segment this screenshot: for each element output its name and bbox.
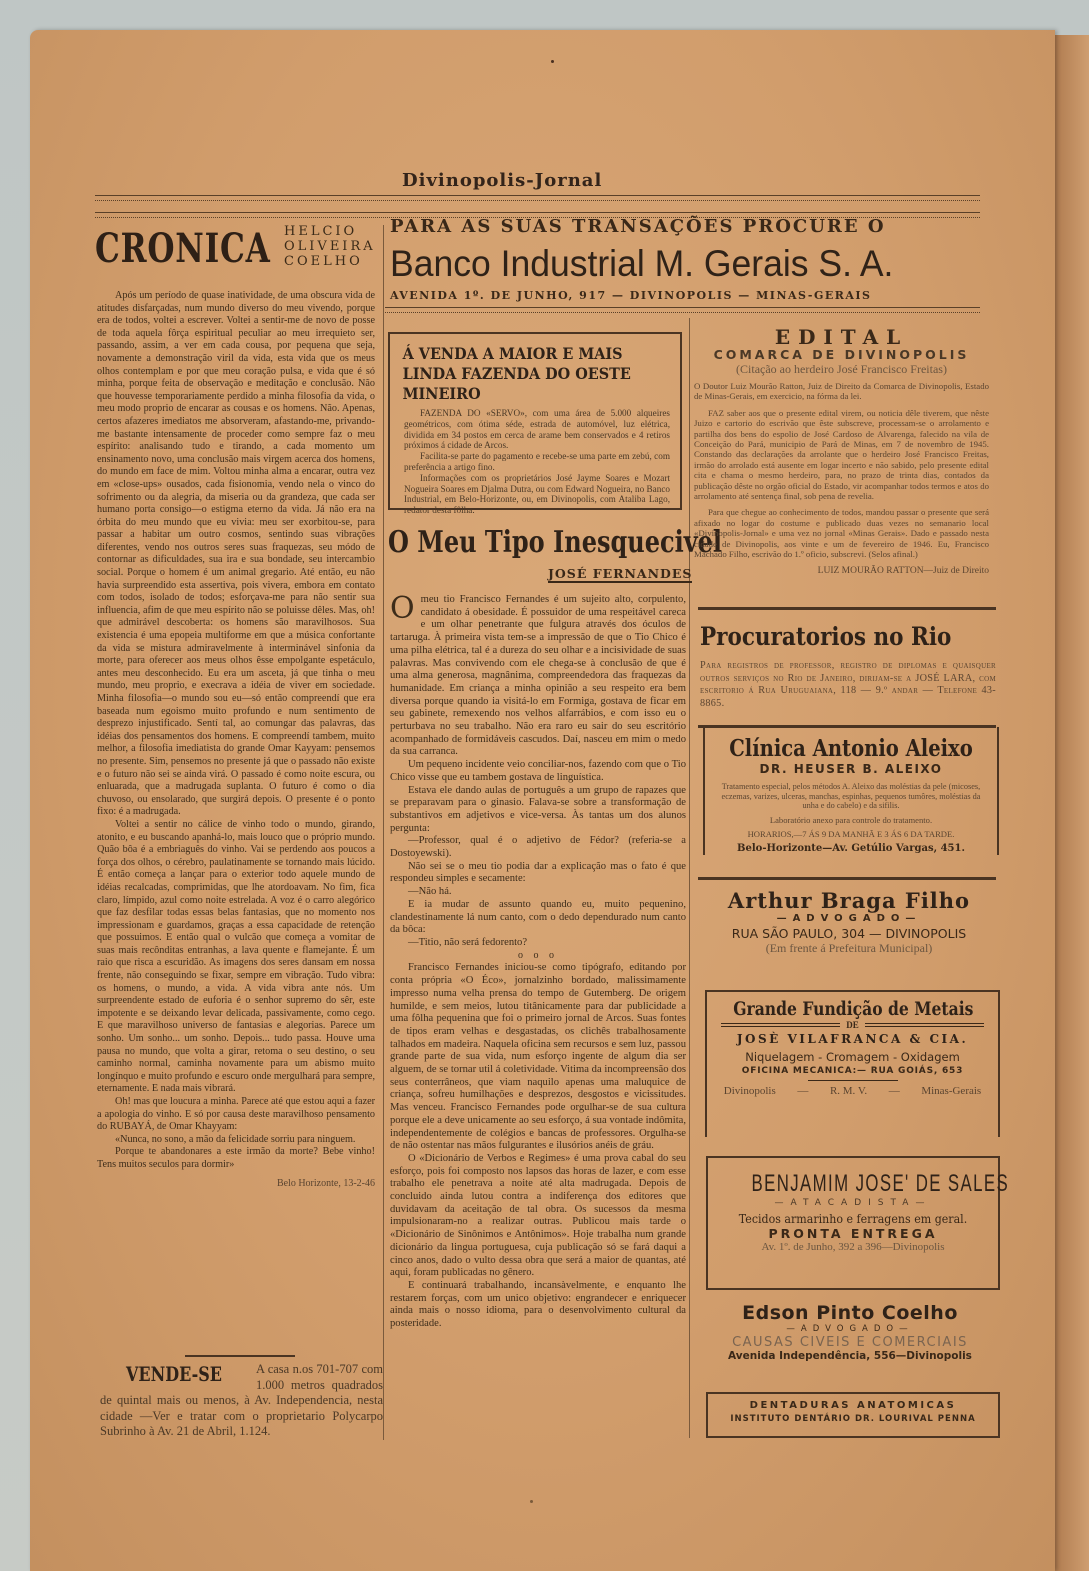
edital-paragraph: Para que chegue ao conhecimento de todos, mandou passar o presente que será afixado no logar do costume e publicado duas vezes no semanario local «Divinopolis-Jornal» e uma vez no jornal «Minas Gerais». Dado e passado nesta cidade de Divinopolis, aos vinte e um de fevereiro de 1946. Eu, Francisco Machado Filho, escrivão do 1.º oficio, subscrevi. (Selos afinal.) <box>694 507 989 560</box>
column-divider <box>383 225 384 1440</box>
fundicao-workshop: OFICINA MECANICA:— RUA GOIÁS, 653 <box>741 1066 964 1076</box>
banco-tagline: PARA AS SUAS TRANSAÇÕES PROCURE O <box>390 216 886 237</box>
edson-address: Avenida Independência, 556—Divinopolis <box>728 1350 972 1362</box>
article-paragraph: —Titio, não será fedorento? <box>408 936 528 948</box>
clinica-lab: Laboratório anexo para controle do tratamento. <box>769 814 933 825</box>
clinica-doctor: DR. HEUSER B. ALEIXO <box>759 762 943 776</box>
cronica-paragraph: Após um período de quase inatividade, de uma obscura vida de atitudes disfarçadas, num mundo diverso do meu vivendo, porque era de todos, voltei a escrever. Voltei a sentir-me de novo de posse de toda aquela fôrça espiritual peculiar ao meu irrequieto ser, passando, assim, a ver em cada cousa, por pequena que seja, novamente a demonstração viril da vida, esta vida que os meus olhos contemplam e por que meu coração pulsa, e vida que é só minha, porque feita de observação e meditação e conclusão. Não que houvesse temporariamente perdido a minha filosofia da vida, o meu modo proprio de encarar as cousas e os homens. Não. Apenas, certos afazeres imediatos me absorveram, afastando-me, privando-me bastante intensamente de proceder como sempre faz o meu espírito: analisando tudo e tirando, a cada momento um ensinamento novo, uma conclusão mais virgem acerca dos homens, do mundo em face de mim. Voltou minha alma a encarar, outra vez em «close-ups» ousados, cada fisionomia, vendo nela o vinco do sofrimento ou da alegria, da miseria ou da grandeza, que cada ser humano porta consigo—o estigma eterno da vida. Já não era na órbita do meu mundo que eu vivia: meu ser exorbitou-se, para passar a habitar um outro cosmos, sentindo suas vibrações diferentes, vendo nos outros seres suas fraquezas, seu módo de contornar as dificuldades, sua ira e sua bondade, seu intercambio social. Porque o homem é um animal gregario. Até então, eu não havia surpreendido esta assertiva, pois vivera, embora em contato com todos, isolado de todos; esforçava-me para não sentir sua influencia, afim de que meu espírito não se poluisse dêles. Mas, oh! que admirável descoberta: os homens são maravilhosos. Sua existencia é uma epopeia multiforme em que a música confortante da vida se mistura admiravelmente à interminável sinfonia da morte, para oferecer aos meus olhos êsse empolgante espetáculo, antes meu desconhecido. Eu era um asceta, já que tinha o meu mundo, meu proprio, e execrava a idéia de viver em sociedade. Minha filosofia—o mundo sou eu—só então compreendí que era baseada num egoismo muito profundo e num sentimento de desprezo injustificado. Sentí tal, ao comungar das palavras, das idéias dos pensamentos dos homens. E compreendí tambem, muito melhor, a filosofia imediatista do grande Omar Kayyam: pensemos no presente. Sim, pensemos no presente já que o passado não existe e o futuro não sei se ainda virá. O passado é como noite escura, ou enluarada, que a madrugada suplanta. O futuro é como o dia chuvoso, ou ensolarado, que surgirá depois. O presente é o ponto fixo: é a madrugada. <box>97 290 375 818</box>
ink-spot <box>530 1500 533 1503</box>
location-part: R. M. V. <box>829 1085 868 1097</box>
section-rule <box>698 607 996 610</box>
fazenda-text <box>390 408 680 516</box>
fazenda-paragraph: Facilita-se parte do pagamento e recebe-se uma parte em zebú, com preferência a artigo fino. <box>404 451 670 472</box>
article-author: JOSÉ FERNANDES <box>548 566 693 581</box>
rule <box>865 1023 984 1027</box>
fundicao-de-row <box>707 1020 998 1030</box>
clinica-ad <box>703 727 999 855</box>
banco-address: AVENIDA 1º. DE JUNHO, 917 — DIVINOPOLIS — MINAS-GERAIS <box>390 289 872 302</box>
arthur-ad <box>700 888 998 956</box>
clinica-hours: HORARIOS,—7 ÁS 9 DA MANHÃ E 3 ÁS 6 DA TARDE. <box>747 828 955 839</box>
fazenda-paragraph: Informações com os proprietários José Jayme Soares e Mozart Nogueira Soares em Djalma Dutra, ou com Edward Nogueira, no Banco Industrial, em Belo-Horizonte, ou, em Divinopolis, com Ataliba Lago, redator desta fôlha. <box>404 472 670 516</box>
cronica-paragraph: Oh! mas que loucura a minha. Parece até que estou aqui a fazer a apologia do vinho. E só por causa deste maravilhoso pensamento do RUBAYÁ, de Omar Khayyam: <box>97 1096 375 1133</box>
edson-name: Edson Pinto Coelho <box>742 1302 958 1324</box>
benjamim-role: —ATACADISTA— <box>774 1198 932 1208</box>
article-first-text: meu tio Francisco Fernandes é um sujeito alto, corpulento, candidato á obesidade. É possuidor de uma respeitável careca e um olhar penetrante que fulgura através dos óculos de tartaruga. À primeira vista tem-se a impressão de que o Tio Chico é uma pilha elétrica, tal é a dureza do seu olhar e a incisividade de suas palavras. Mas convivendo com ele chega-se à conclusão de que é uma alma generosa, magnânima, compreendedora das fraquezas da humanidade. Em criança a minha opinião a seu respeito era bem diversa porque quando ia visitá-lo em Formiga, gostava de ficar em seu gabinete, remexendo nos velhos alfarrábios, e com isso eu o perturbava no seu trabalho. Não era raro eu sair do seu escritório acompanhado de formidáveis cascudos. Daí, nasceu em mim o medo da sua carranca. <box>390 594 686 758</box>
edson-role: —ADVOGADO— <box>786 1324 914 1334</box>
cronica-place-date: Belo Horizonte, 13-2-46 <box>276 1177 375 1189</box>
edital-intro: O Doutor Luiz Mourão Ratton, Juiz de Direito da Comarca de Divinopolis, Estado de Minas-Gerais, em exercicio, na fórma da lei. <box>694 381 989 402</box>
fazenda-title: Á VENDA A MAIOR E MAIS LINDA FAZENDA DO OESTE MINEIRO <box>402 344 631 403</box>
banco-rule <box>385 307 980 313</box>
masthead: Divinopolis-Jornal <box>402 170 603 191</box>
article-paragraph: Não sei se o meu tio podia dar a explicação mas o fato é que respondeu simples e secamente: <box>390 860 686 885</box>
dentaduras-ad <box>706 1392 1000 1438</box>
fundicao-services: Niquelagem - Cromagem - Oxidagem <box>745 1050 960 1064</box>
vende-se-label: VENDE-SE <box>126 1362 222 1386</box>
author-line: HELCIO <box>284 224 358 239</box>
benjamim-delivery: PRONTA ENTREGA <box>768 1226 938 1241</box>
article-title: O Meu Tipo Inesquecivel <box>388 525 723 560</box>
article-paragraph: —Professor, qual é o adjetivo de Fédor? (referia-se a Dostoyewski). <box>390 835 686 860</box>
location-part: Minas-Gerais <box>921 1085 982 1097</box>
fundicao-ad <box>705 990 1000 1137</box>
edital-citation: (Citação ao herdeiro José Francisco Freitas) <box>736 362 947 376</box>
benjamim-name: BENJAMIM JOSE' DE SALES <box>751 1170 1010 1197</box>
article-body <box>390 591 686 1331</box>
author-line: COELHO <box>284 254 363 269</box>
benjamim-address: Av. 1º. de Junho, 392 a 396—Divinopolis <box>761 1241 945 1253</box>
article-paragraph: —Não há. <box>408 886 452 898</box>
article-paragraph: Estava ele dando aulas de português a um grupo de rapazes que se preparavam para o ginasio. Falava-se sobre a transformação de substantivos em adjetivos e vice-versa. Às tantas um dos alunos pergunta: <box>390 784 686 834</box>
cronica-title: CRONICA <box>95 225 271 272</box>
section-rule <box>698 877 996 880</box>
benjamim-goods: Tecidos armarinho e ferragens em geral. <box>738 1212 968 1226</box>
edson-causes: CAUSAS CIVEIS E COMERCIAIS <box>732 1335 968 1350</box>
cronica-body <box>97 290 375 1190</box>
edital-subtitle: COMARCA DE DIVINOPOLIS <box>713 347 970 362</box>
edital-paragraph: FAZ saber aos que o presente edital virem, ou noticia dêle tiverem, que nêste Juizo e cartorio do escrivão que êste subscreve, processam-se o arrolamento e partilha dos bens do espolio de José Cardoso de Alvarenga, falecido na vila de Conceição do Pará, municipio de Pará de Minas, em 7 de novembro de 1945. Constando das declarações da arrolante que o herdeiro José Francisco Freitas, irmão do arrolado está ausente em logar incerto e não sabido, pelo presente edital cita e chama o mesmo herdeiro, para, no prazo de trinta dias, contados da publicação dêste no orgão oficial do Estado, vir acompanhar todos termos e atos do arrolamento até sentença final, sob pena de revelia. <box>694 407 989 502</box>
edital-title: EDITAL <box>774 325 909 349</box>
dentaduras-line2: INSTITUTO DENTÁRIO DR. LOURIVAL PENNA <box>730 1414 976 1424</box>
adjacent-page-edge <box>1055 35 1089 1571</box>
column-divider <box>689 318 690 1438</box>
arthur-address: RUA SÃO PAULO, 304 — DIVINOPOLIS <box>731 926 967 941</box>
article-paragraph <box>390 591 686 759</box>
fundicao-location <box>707 1085 998 1097</box>
rule <box>721 1023 840 1027</box>
fundicao-de: DE <box>846 1020 859 1030</box>
location-part: Divinopolis <box>723 1085 776 1097</box>
cronica-paragraph: Voltei a sentir no cálice de vinho todo o mundo, girando, atonito, e eu buscando apanhá-lo, mais louco que o próprio mundo. Quão bôa é a embriaguês do vinho. Vai se perdendo aos poucos a força dos olhos, o cérebro, paulatinamente se tornando mais lúcido. É então começa a lançar para o exterior todo aquele mundo de idéias recalcadas, comprimidas, que lhe atordoavam. No fim, fica claro, límpido, azul como noite estrelada. A voz é o carro alegórico que faz desfilar todas essas belas fantasias, que no momento nos impressionam e guardamos, graças a essa capacidade de retenção que possuimos. E então qual o vulcão que começa a vomitar de suas mais recônditas entranhas, a lava quente e flamejante. É um raio que risca a escuridão. As imagens dos seres dansam em nossa frente, não conseguindo se fixar, sempre em vibração. Tudo vibra: os homens, o mundo, a vida. A vida vibra ante nós. Um surpreendente estado de euforia é o senhor supremo do sêr, este impotente e se deixando levar delicada, passivamente, como cego. E que maravilhoso universo de fantasias e alegorias. Parece um sonho. Um sonho... um sonho. Depois... tudo passa. Houve uma pausa no mundo, que volta a girar, retoma o seu destino, o seu caminho normal, caminha novamente para um abismo muito longínquo e muito profundo e escuro onde mergulhará para sempre, eternamente. E nada mais vibrará. <box>97 818 375 1095</box>
staple-mark <box>551 60 554 63</box>
section-separator: o o o <box>518 949 558 961</box>
edital-notice <box>694 325 989 576</box>
fazenda-ad <box>388 332 682 516</box>
edson-ad <box>700 1302 1000 1362</box>
arthur-name: Arthur Braga Filho <box>727 888 971 913</box>
arthur-note: (Em frente á Prefeitura Municipal) <box>765 941 933 955</box>
fazenda-paragraph: FAZENDA DO «SERVO», com uma área de 5.000 alqueires geométricos, com ótima séde, estrada de automóvel, luz elétrica, dividida em 34 postos em cerca de arame bem conservados e 4 retiros próximos á cidade de Arcos. <box>404 408 670 451</box>
dentaduras-line1: DENTADURAS ANATOMICAS <box>749 1400 957 1411</box>
vende-se-ad <box>100 1362 383 1440</box>
article-paragraph: O «Dicionário de Verbos e Regimes» é uma prova cabal do seu esforço, pois foi composto nos lapsos das horas de lazer, e com esse trabalho ele penetrava a noite até alta madrugada. Depois de concluido ainda lutou contra a indiferença dos editores que duvidavam da aceitação de tal obra. Os sucessos da mesma impulsionaram-no a realizar outras. Publicou mais tarde o «Dicionário de Sinônimos e Antônimos». Hoje trabalha num grande dicionário da lingua portuguesa, cuja publicação só se fará daqui a cinco anos, dado o vulto dessa obra que será a maior de quantas, até aqui, foram publicadas no gênero. <box>390 1152 686 1279</box>
article-paragraph: Um pequeno incidente veio conciliar-nos, fazendo com que o Tio Chico visse que eu tambem gostava de linguística. <box>390 759 686 783</box>
clinica-address: Belo-Horizonte—Av. Getúlio Vargas, 451. <box>737 842 965 854</box>
cronica-paragraph: «Nunca, no sono, a mão da felicidade sorriu para ninguem. <box>115 1133 356 1145</box>
benjamim-ad <box>706 1156 1010 1290</box>
article-paragraph: Francisco Fernandes iniciou-se como tipógrafo, editando por conta própria «O Éco», jornalzinho bordado, malissimamente impresso numa velha prensa do tempo de Gutemberg. De origem humilde, e sem meios, lutou titânicamente para dar publicidade a uma fôlha pequenina que foi o primeiro jornal de Arcos. Suas fontes de tipos eram velhas e desgastadas, os clichês trabalhosamente talhados em madeira. Naquela oficina sem recursos e sem luz, passou grande parte de sua vida, num esforço ingente de algum dia ser alguem, de se tornar util á coletividade. Vitima da incompreensão dos seus conterrâneos, que viam naquilo apenas uma maluquice de criança, sofreu humilhações e desprezos, desgostos e vicissitudes. Mas venceu. Francisco Fernandes pode orgulhar-se de sua cultura porque ele a deve unicamente ao seu esforço, á sua vontade indômita, independentemente de colégios e bancas de professores. Orgulha-se de não ostentar nas mãos fulgurantes e ilusórios anéis de gráu. <box>390 962 686 1152</box>
clinica-treatment: Tratamento especial, pelos métodos A. Aleixo das moléstias da pele (micoses, eczemas, varizes, ulceras, manchas, espinhas, pequenos tumôres, moléstias da unha e do cabelo) e da sifilis. <box>721 782 981 811</box>
cronica-paragraph: Porque te abandonares a este irmão da morte? Bebe vinho! Tens muitos seculos para dormir» <box>97 1146 375 1170</box>
article-paragraph: E ia mudar de assunto quando eu, muito pequenino, clandestinamente lá num canto, com o dedo dependurado num canto da bôca: <box>390 898 686 936</box>
fundicao-company: JOSÈ VILAFRANCA & CIA. <box>736 1032 969 1046</box>
clinica-title: Clínica Antonio Aleixo <box>729 735 973 762</box>
article-paragraph: E continuará trabalhando, incansàvelmente, e enquanto lhe restarem forças, com um unico objetivo: engrandecer e enriquecer ainda mais o nosso idioma, para o desenvolvimento cultural da posteridade. <box>390 1279 686 1330</box>
rule <box>808 1080 898 1081</box>
drop-cap: O <box>390 591 415 626</box>
author-line: OLIVEIRA <box>284 239 376 254</box>
vende-se-text: A casa n.os 701-707 com 1.000 metros quadrados de quintal mais ou menos, à Av. Independencia, nesta cidade —Ver e tratar com o proprietario Polycarpo Subrinho à Av. 21 de Abril, 1.124. <box>100 1362 383 1438</box>
edital-body <box>694 381 989 560</box>
fundicao-title: Grande Fundição de Metais <box>733 998 974 1020</box>
banco-name: Banco Industrial M. Gerais S. A. <box>390 243 894 284</box>
cronica-author <box>284 224 376 269</box>
masthead-rule <box>95 195 980 201</box>
edital-signature: LUIZ MOURÃO RATTON—Juiz de Direito <box>817 565 989 576</box>
arthur-role: —ADVOGADO— <box>776 913 922 924</box>
location-part: — <box>888 1085 900 1097</box>
location-part: — <box>797 1085 809 1097</box>
section-rule <box>185 1355 295 1357</box>
procuratorios-title: Procuratorios no Rio <box>700 622 952 651</box>
procuratorios-text: Para registros de professor, registro de diplomas e quaisquer outros serviços no Rio de Janeiro, dirijam-se a JOSÉ LARA, com escritorio á Rua Uruguaiana, 118 — 9.º andar — Telefone 43-8865. <box>700 660 996 709</box>
